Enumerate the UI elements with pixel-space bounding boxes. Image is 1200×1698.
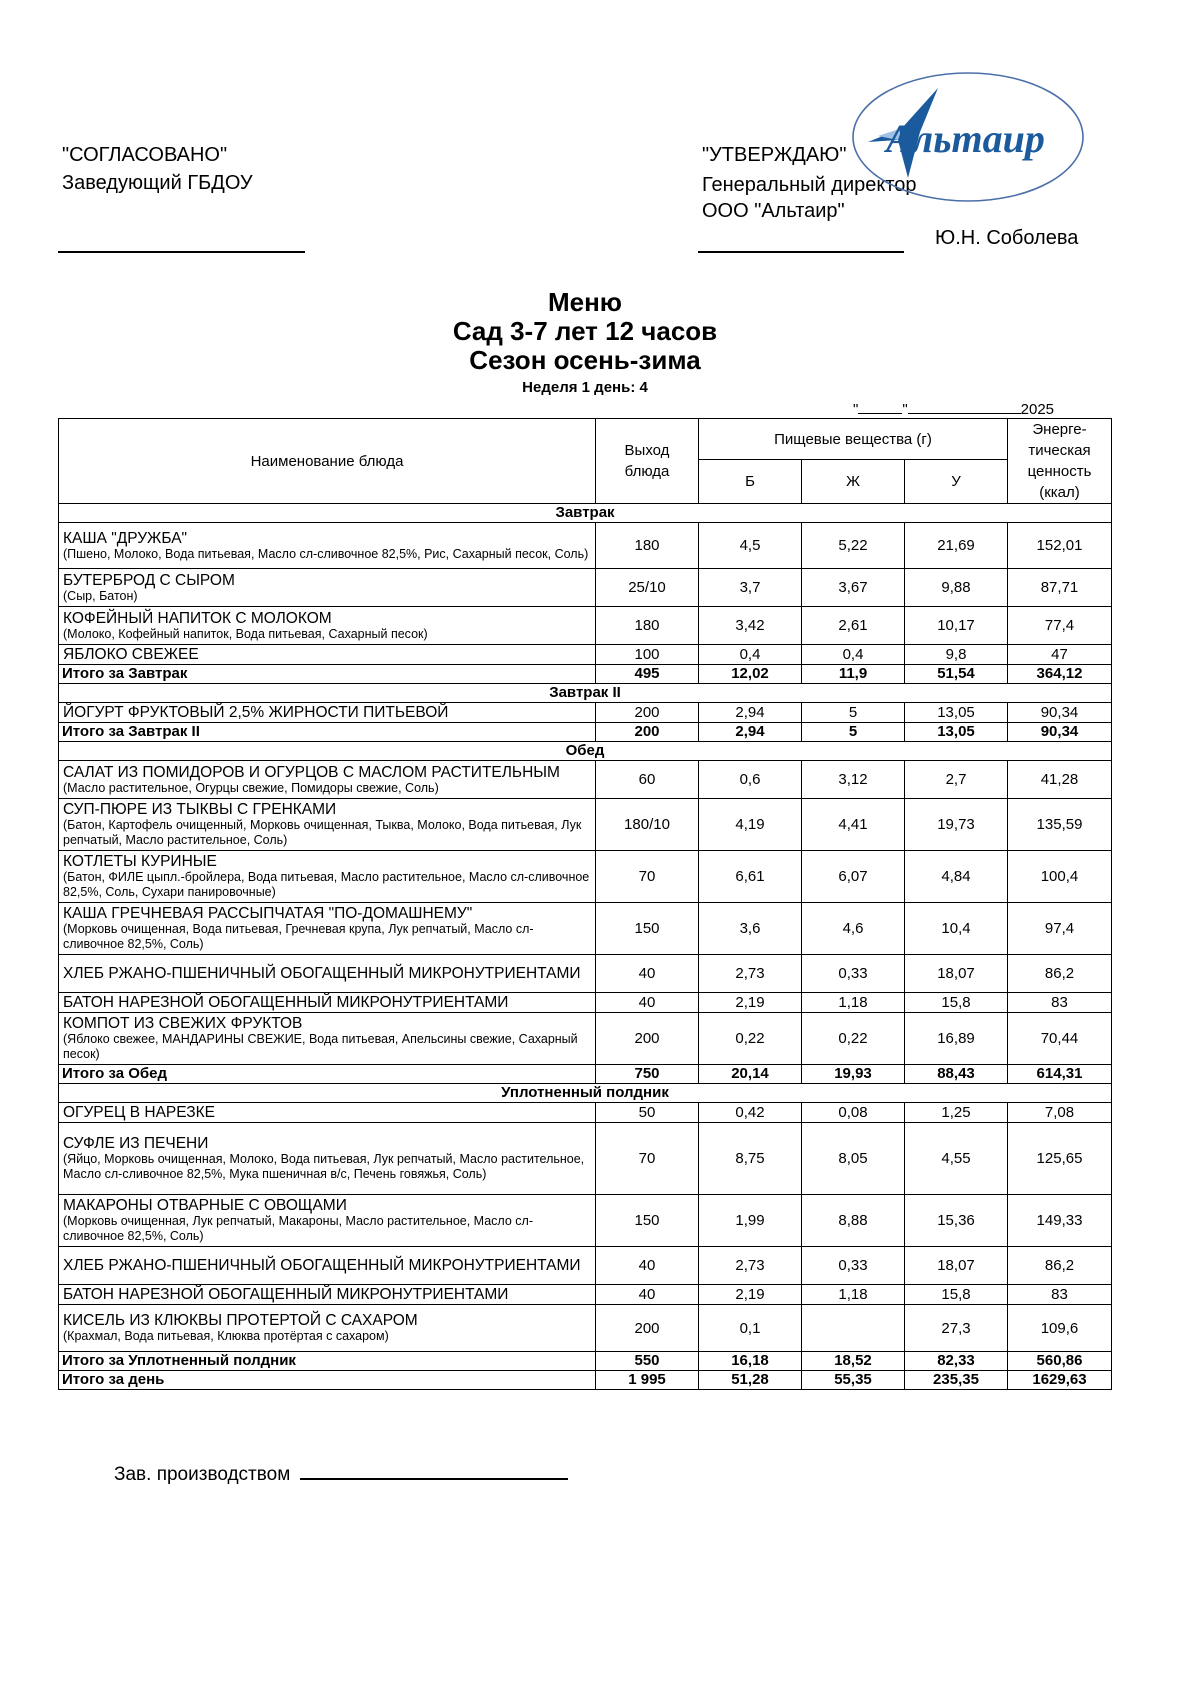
cell-fat: 3,67 (802, 569, 905, 607)
production-manager-label: Зав. производством (114, 1464, 291, 1485)
cell-portion: 40 (596, 1285, 699, 1305)
section-title: Обед (59, 742, 1112, 761)
dish-cell (59, 569, 596, 607)
dish-ingredients: (Сыр, Батон) (63, 588, 138, 603)
total-energy: 614,31 (1008, 1065, 1112, 1084)
cell-carbs: 9,8 (905, 645, 1008, 665)
total-energy: 560,86 (1008, 1352, 1112, 1371)
section-title: Завтрак II (59, 684, 1112, 703)
dish-cell (59, 1305, 596, 1352)
cell-protein: 8,75 (699, 1123, 802, 1195)
dish-name: КАША "ДРУЖБА" (63, 529, 188, 547)
dish-ingredients: (Батон, Картофель очищенный, Морковь очищенная, Тыква, Молоко, Вода питьевая, Лук репчатый, Масло растительное, Соль) (63, 818, 582, 847)
dish-cell (59, 955, 596, 993)
total-fat: 18,52 (802, 1352, 905, 1371)
section-row (59, 504, 1112, 523)
cell-energy: 152,01 (1008, 523, 1112, 569)
cell-energy: 83 (1008, 993, 1112, 1013)
total-carbs: 88,43 (905, 1065, 1008, 1084)
header-fat: Ж (802, 460, 905, 504)
cell-protein: 0,1 (699, 1305, 802, 1352)
total-portion: 550 (596, 1352, 699, 1371)
section-total-row (59, 1352, 1112, 1371)
header-nutrients: Пищевые вещества (г) (699, 419, 1008, 460)
date-quote-close: " (902, 401, 908, 418)
total-energy: 364,12 (1008, 665, 1112, 684)
total-carbs: 51,54 (905, 665, 1008, 684)
day-total-fat: 55,35 (802, 1371, 905, 1390)
dish-name: КОФЕЙНЫЙ НАПИТОК С МОЛОКОМ (63, 609, 332, 627)
dish-cell (59, 761, 596, 799)
section-row (59, 684, 1112, 703)
dish-row (59, 993, 1112, 1013)
dish-row (59, 569, 1112, 607)
cell-protein: 4,19 (699, 799, 802, 851)
cell-carbs: 10,4 (905, 903, 1008, 955)
cell-protein: 4,5 (699, 523, 802, 569)
dish-name: МАКАРОНЫ ОТВАРНЫЕ С ОВОЩАМИ (63, 1197, 347, 1214)
total-label: Итого за Уплотненный полдник (59, 1352, 596, 1371)
cell-portion: 70 (596, 851, 699, 903)
cell-energy: 149,33 (1008, 1195, 1112, 1247)
week-day-label: Неделя 1 день: 4 (522, 379, 648, 396)
dish-cell (59, 1247, 596, 1285)
dish-row (59, 1305, 1112, 1352)
cell-carbs: 15,36 (905, 1195, 1008, 1247)
day-total-carbs: 235,35 (905, 1371, 1008, 1390)
production-manager-signature (114, 1460, 568, 1486)
cell-energy: 135,59 (1008, 799, 1112, 851)
approved-signature-line (698, 251, 904, 253)
cell-carbs: 16,89 (905, 1013, 1008, 1065)
cell-fat: 1,18 (802, 1285, 905, 1305)
dish-name: ХЛЕБ РЖАНО-ПШЕНИЧНЫЙ ОБОГАЩЕННЫЙ МИКРОНУТРИЕНТАМИ (63, 1257, 581, 1274)
day-total-protein: 51,28 (699, 1371, 802, 1390)
cell-portion: 180 (596, 607, 699, 645)
dish-ingredients: (Яйцо, Морковь очищенная, Молоко, Вода питьевая, Лук репчатый, Масло растительное, Масло сл-сливочное 82,5%, Мука пшеничная в/с, Печень говяжья, Соль) (63, 1152, 585, 1181)
total-carbs: 82,33 (905, 1352, 1008, 1371)
section-total-row (59, 665, 1112, 684)
dish-ingredients: (Морковь очищенная, Вода питьевая, Гречневая крупа, Лук репчатый, Масло сл-сливочное 82,5%, Соль) (63, 922, 534, 951)
approved-label: "УТВЕРЖДАЮ" (702, 144, 847, 166)
cell-fat: 5,22 (802, 523, 905, 569)
total-protein: 12,02 (699, 665, 802, 684)
cell-carbs: 15,8 (905, 1285, 1008, 1305)
dish-row (59, 607, 1112, 645)
day-total-label: Итого за день (59, 1371, 596, 1390)
total-energy: 90,34 (1008, 723, 1112, 742)
header-portion: Выход блюда (596, 419, 699, 504)
cell-fat: 8,05 (802, 1123, 905, 1195)
dish-name: ЯБЛОКО СВЕЖЕЕ (63, 646, 199, 663)
cell-fat: 0,33 (802, 1247, 905, 1285)
cell-protein: 2,19 (699, 1285, 802, 1305)
agreed-position: Заведующий ГБДОУ (62, 172, 253, 194)
cell-energy: 83 (1008, 1285, 1112, 1305)
dish-cell (59, 799, 596, 851)
dish-cell (59, 1013, 596, 1065)
cell-carbs: 19,73 (905, 799, 1008, 851)
section-total-row (59, 723, 1112, 742)
dish-row (59, 703, 1112, 723)
cell-portion: 40 (596, 1247, 699, 1285)
agreed-label: "СОГЛАСОВАНО" (62, 144, 228, 166)
cell-carbs: 2,7 (905, 761, 1008, 799)
cell-energy: 70,44 (1008, 1013, 1112, 1065)
cell-carbs: 27,3 (905, 1305, 1008, 1352)
total-protein: 20,14 (699, 1065, 802, 1084)
dish-name: СУФЛЕ ИЗ ПЕЧЕНИ (63, 1135, 209, 1152)
total-label: Итого за Завтрак (59, 665, 596, 684)
total-protein: 2,94 (699, 723, 802, 742)
dish-name: БАТОН НАРЕЗНОЙ ОБОГАЩЕННЫЙ МИКРОНУТРИЕНТАМИ (63, 1286, 509, 1303)
day-total-energy: 1629,63 (1008, 1371, 1112, 1390)
menu-subtitle-group: Сад 3-7 лет 12 часов (452, 316, 718, 346)
cell-fat: 0,4 (802, 645, 905, 665)
date-year: 2025 (1020, 401, 1055, 418)
dish-name: БУТЕРБРОД С СЫРОМ (63, 571, 235, 589)
cell-carbs: 1,25 (905, 1103, 1008, 1123)
dish-name: ОГУРЕЦ В НАРЕЗКЕ (63, 1104, 215, 1121)
dish-row (59, 1247, 1112, 1285)
approved-company: ООО "Альтаир" (702, 200, 845, 222)
agreed-signature-line (58, 251, 305, 253)
dish-row (59, 761, 1112, 799)
dish-cell (59, 703, 596, 723)
section-row (59, 742, 1112, 761)
cell-protein: 3,6 (699, 903, 802, 955)
dish-ingredients: (Масло растительное, Огурцы свежие, Помидоры свежие, Соль) (63, 780, 439, 795)
cell-carbs: 4,84 (905, 851, 1008, 903)
dish-name: КИСЕЛЬ ИЗ КЛЮКВЫ ПРОТЕРТОЙ С САХАРОМ (63, 1312, 418, 1329)
cell-carbs: 18,07 (905, 955, 1008, 993)
dish-name: ХЛЕБ РЖАНО-ПШЕНИЧНЫЙ ОБОГАЩЕННЫЙ МИКРОНУТРИЕНТАМИ (63, 965, 581, 982)
cell-fat (802, 1305, 905, 1352)
cell-energy: 86,2 (1008, 955, 1112, 993)
cell-fat: 0,33 (802, 955, 905, 993)
total-fat: 5 (802, 723, 905, 742)
cell-fat: 4,41 (802, 799, 905, 851)
date-month-blank (908, 399, 1021, 414)
cell-portion: 150 (596, 903, 699, 955)
cell-energy: 87,71 (1008, 569, 1112, 607)
dish-cell (59, 1103, 596, 1123)
dish-row (59, 1285, 1112, 1305)
section-total-row (59, 1065, 1112, 1084)
menu-subtitle-season: Сезон осень-зима (469, 345, 701, 375)
cell-energy: 125,65 (1008, 1123, 1112, 1195)
dish-row (59, 1013, 1112, 1065)
cell-portion: 60 (596, 761, 699, 799)
dish-name: КОТЛЕТЫ КУРИНЫЕ (63, 853, 217, 870)
cell-energy: 7,08 (1008, 1103, 1112, 1123)
altair-logo (850, 70, 1086, 204)
cell-protein: 0,4 (699, 645, 802, 665)
cell-portion: 200 (596, 1013, 699, 1065)
day-total-portion: 1 995 (596, 1371, 699, 1390)
cell-protein: 0,22 (699, 1013, 802, 1065)
dish-cell (59, 993, 596, 1013)
section-title: Завтрак (59, 504, 1112, 523)
cell-energy: 100,4 (1008, 851, 1112, 903)
dish-cell (59, 523, 596, 569)
cell-fat: 1,18 (802, 993, 905, 1013)
dish-row (59, 799, 1112, 851)
header-protein: Б (699, 460, 802, 504)
cell-portion: 100 (596, 645, 699, 665)
cell-carbs: 18,07 (905, 1247, 1008, 1285)
dish-name: КАША ГРЕЧНЕВАЯ РАССЫПЧАТАЯ "ПО-ДОМАШНЕМУ" (63, 905, 473, 922)
menu-title: Меню (547, 287, 623, 317)
cell-carbs: 10,17 (905, 607, 1008, 645)
dish-cell (59, 607, 596, 645)
dish-ingredients: (Пшено, Молоко, Вода питьевая, Масло сл-сливочное 82,5%, Рис, Сахарный песок, Соль) (63, 546, 589, 561)
cell-carbs: 9,88 (905, 569, 1008, 607)
cell-energy: 47 (1008, 645, 1112, 665)
total-portion: 495 (596, 665, 699, 684)
cell-fat: 6,07 (802, 851, 905, 903)
approved-position: Генеральный директор (702, 174, 917, 196)
dish-cell (59, 851, 596, 903)
total-fat: 19,93 (802, 1065, 905, 1084)
approved-signer: Ю.Н. Соболева (935, 227, 1079, 249)
total-fat: 11,9 (802, 665, 905, 684)
dish-cell (59, 1285, 596, 1305)
cell-portion: 180 (596, 523, 699, 569)
cell-protein: 3,7 (699, 569, 802, 607)
dish-cell (59, 1123, 596, 1195)
cell-protein: 2,73 (699, 1247, 802, 1285)
dish-name: ЙОГУРТ ФРУКТОВЫЙ 2,5% ЖИРНОСТИ ПИТЬЕВОЙ (63, 704, 449, 721)
dish-name: САЛАТ ИЗ ПОМИДОРОВ И ОГУРЦОВ С МАСЛОМ РАСТИТЕЛЬНЫМ (63, 763, 560, 781)
date-line (853, 399, 1054, 418)
cell-carbs: 15,8 (905, 993, 1008, 1013)
cell-portion: 150 (596, 1195, 699, 1247)
cell-protein: 2,73 (699, 955, 802, 993)
cell-energy: 77,4 (1008, 607, 1112, 645)
cell-protein: 2,19 (699, 993, 802, 1013)
cell-carbs: 4,55 (905, 1123, 1008, 1195)
header-carbs: У (905, 460, 1008, 504)
dish-name: СУП-ПЮРЕ ИЗ ТЫКВЫ С ГРЕНКАМИ (63, 801, 337, 818)
dish-ingredients: (Молоко, Кофейный напиток, Вода питьевая, Сахарный песок) (63, 626, 428, 641)
dish-row (59, 523, 1112, 569)
dish-row (59, 645, 1112, 665)
date-quote-open: " (853, 401, 859, 418)
total-label: Итого за Обед (59, 1065, 596, 1084)
total-label: Итого за Завтрак II (59, 723, 596, 742)
dish-row (59, 955, 1112, 993)
dish-row (59, 1123, 1112, 1195)
dish-row (59, 851, 1112, 903)
cell-portion: 25/10 (596, 569, 699, 607)
cell-protein: 3,42 (699, 607, 802, 645)
date-day-blank (858, 399, 902, 414)
dish-ingredients: (Морковь очищенная, Лук репчатый, Макароны, Масло растительное, Масло сл-сливочное 82,5%, Соль) (63, 1214, 533, 1243)
cell-fat: 0,22 (802, 1013, 905, 1065)
dish-cell (59, 1195, 596, 1247)
cell-portion: 200 (596, 1305, 699, 1352)
header-dish-name: Наименование блюда (59, 419, 596, 504)
total-carbs: 13,05 (905, 723, 1008, 742)
cell-protein: 1,99 (699, 1195, 802, 1247)
cell-fat: 4,6 (802, 903, 905, 955)
day-total-row (59, 1371, 1112, 1390)
dish-ingredients: (Крахмал, Вода питьевая, Клюква протёртая с сахаром) (63, 1329, 389, 1343)
cell-carbs: 13,05 (905, 703, 1008, 723)
cell-energy: 97,4 (1008, 903, 1112, 955)
header-energy: Энерге-тическая ценность (ккал) (1008, 419, 1112, 504)
cell-portion: 40 (596, 993, 699, 1013)
dish-name: КОМПОТ ИЗ СВЕЖИХ ФРУКТОВ (63, 1015, 303, 1032)
logo-text: Альтаир (886, 116, 1045, 161)
dish-row (59, 1103, 1112, 1123)
cell-portion: 70 (596, 1123, 699, 1195)
cell-portion: 40 (596, 955, 699, 993)
total-protein: 16,18 (699, 1352, 802, 1371)
cell-protein: 0,42 (699, 1103, 802, 1123)
dish-ingredients: (Яблоко свежее, МАНДАРИНЫ СВЕЖИЕ, Вода питьевая, Апельсины свежие, Сахарный песок) (63, 1032, 578, 1061)
section-title: Уплотненный полдник (59, 1084, 1112, 1103)
cell-portion: 180/10 (596, 799, 699, 851)
production-manager-line (300, 1460, 568, 1480)
cell-fat: 0,08 (802, 1103, 905, 1123)
cell-energy: 90,34 (1008, 703, 1112, 723)
dish-cell (59, 645, 596, 665)
dish-cell (59, 903, 596, 955)
total-portion: 750 (596, 1065, 699, 1084)
section-row (59, 1084, 1112, 1103)
dish-row (59, 903, 1112, 955)
menu-table (58, 418, 1112, 1390)
cell-protein: 6,61 (699, 851, 802, 903)
cell-protein: 2,94 (699, 703, 802, 723)
cell-portion: 200 (596, 703, 699, 723)
cell-protein: 0,6 (699, 761, 802, 799)
cell-fat: 5 (802, 703, 905, 723)
total-portion: 200 (596, 723, 699, 742)
cell-fat: 8,88 (802, 1195, 905, 1247)
cell-carbs: 21,69 (905, 523, 1008, 569)
cell-portion: 50 (596, 1103, 699, 1123)
dish-row (59, 1195, 1112, 1247)
cell-energy: 86,2 (1008, 1247, 1112, 1285)
cell-fat: 2,61 (802, 607, 905, 645)
dish-ingredients: (Батон, ФИЛЕ цыпл.-бройлера, Вода питьевая, Масло растительное, Масло сл-сливочное 82,5%, Соль, Сухари панировочные) (63, 870, 590, 899)
cell-fat: 3,12 (802, 761, 905, 799)
cell-energy: 41,28 (1008, 761, 1112, 799)
cell-energy: 109,6 (1008, 1305, 1112, 1352)
dish-name: БАТОН НАРЕЗНОЙ ОБОГАЩЕННЫЙ МИКРОНУТРИЕНТАМИ (63, 994, 509, 1011)
